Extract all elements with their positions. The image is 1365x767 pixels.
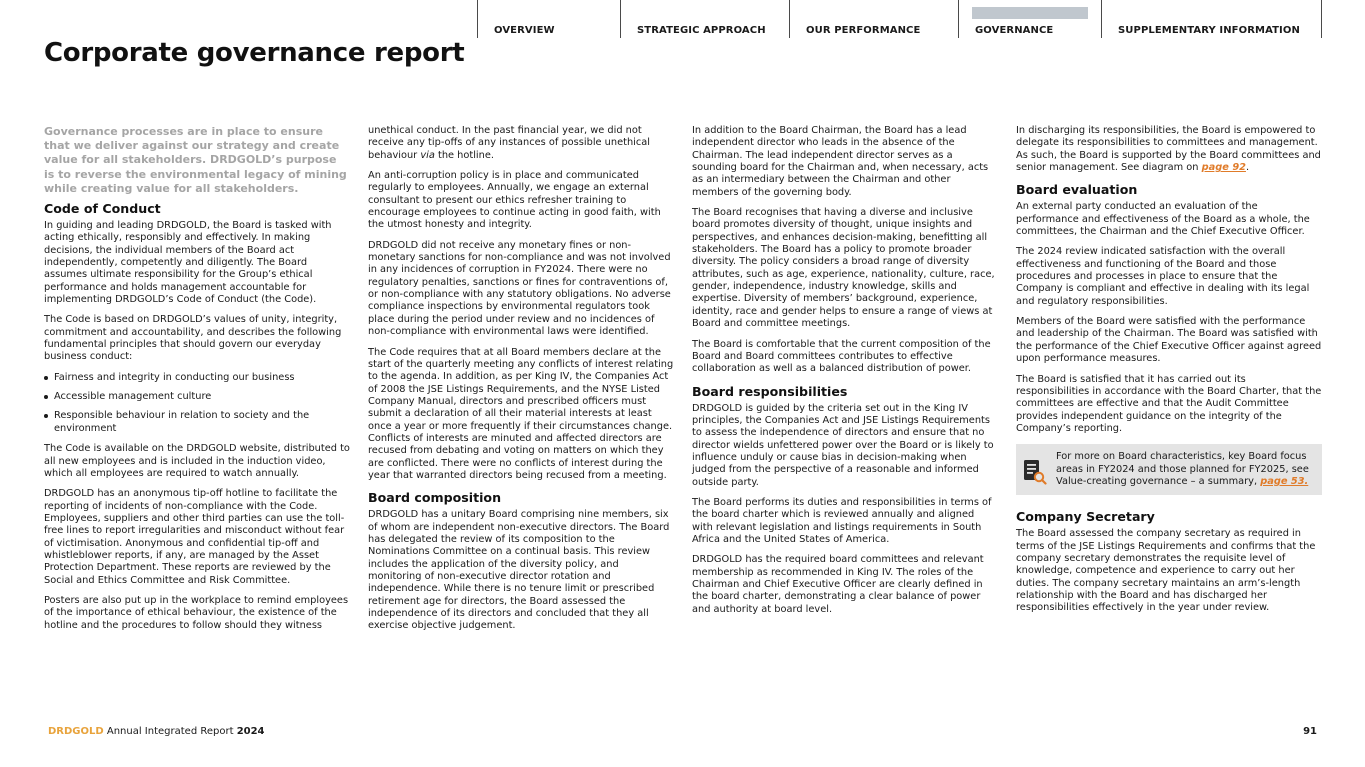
heading-board-responsibilities: Board responsibilities [692,383,848,399]
heading-board-composition: Board composition [368,490,502,506]
callout-text: For more on Board characteristics, key Board focus areas in FY2024 and those planned for FY2025, see Value-creating governance – a summary, [1056,451,1309,487]
document-search-icon [1023,459,1047,485]
paragraph: Posters are also put up in the workplace to remind employees of the importance of ethical behaviour, the existence of the hotline and the procedures to follow should they witness [44,594,349,631]
paragraph [1016,125,1322,174]
text: unethical conduct. In the past financial year, we did not receive any tip-offs of any instances of possible unethical behaviour [368,125,651,161]
page-92-link[interactable]: page 92 [1201,162,1246,174]
tab-supplementary-information[interactable] [1101,0,1322,38]
paragraph: The Board is satisfied that it has carried out its responsibilities in accordance with the Board Charter, that the committees are effective and that the Audit Committee provides independent guidance on the integrity of the Company’s reporting. [1016,373,1322,434]
heading-board-evaluation: Board evaluation [1016,182,1138,198]
paragraph: The Code is available on the DRDGOLD website, distributed to all new employees and is included in the induction video, which all employees are required to watch annually. [44,443,350,479]
heading-company-secretary: Company Secretary [1016,509,1155,525]
tab-governance-active-indicator [972,7,1088,19]
paragraph: DRDGOLD is guided by the criteria set out in the King IV principles, the Companies Act and JSE Listings Requirements to assess the independence of directors and ensure that no director wields unfettered power over the Board or is likely to influence unduly or cause bias in decision-making when judged from the perspective of a reasonable and informed outside party. [692,402,994,488]
heading-code-of-conduct: Code of Conduct [44,201,161,217]
tab-our-performance-label: OUR PERFORMANCE [806,25,921,36]
tab-our-performance[interactable] [789,0,959,38]
footer [48,726,265,737]
text: the hotline. [434,149,495,161]
principles-list [44,372,350,435]
tab-strategic-approach[interactable] [620,0,790,38]
paragraph: The Code requires that at all Board members declare at the start of the quarterly meeting any conflicts of interest relating to the agenda. In addition, as per King IV, the Companies Act of 2008 the JSE Listings Requirements, and the NYSE Listed Company Manual, directors and prescribed officers must submit a declaration of all their material interests at least once a year or more frequently if their circumstances change. Conflicts of interests are minuted and affected directors are recused from debating and voting on matters on which they are conflicted. There were no conflicts of interest during the year that warranted directors being recused from a meeting. [368,346,674,481]
paragraph: The Board performs its duties and responsibilities in terms of the board charter which is reviewed annually and aligned with relevant legislation and listings requirements in South Africa and the United States of America. [692,496,992,545]
list-item: Responsible behaviour in relation to society and the environment [44,410,350,435]
tab-strategic-approach-label: STRATEGIC APPROACH [637,25,766,36]
text: . [1245,162,1250,174]
tab-overview-label: OVERVIEW [494,25,555,36]
footer-brand: DRDGOLD [48,726,104,737]
page-number: 91 [1303,726,1317,737]
tab-supplementary-information-label: SUPPLEMENTARY INFORMATION [1118,25,1300,36]
paragraph: The Board is comfortable that the current composition of the Board and Board committees contributes to effective collaboration as well as a balanced distribution of power. [692,338,991,375]
paragraph: The Code is based on DRDGOLD’s values of unity, integrity, commitment and accountability, and describes the following fundamental principles that should govern our everyday business conduct: [44,314,342,363]
page-53-link[interactable]: page 53. [1260,475,1309,487]
tab-governance-label: GOVERNANCE [975,25,1054,36]
paragraph: An anti-corruption policy is in place and communicated regularly to employees. Annually, we engage an external consultant to present our ethics refresher training to encourage employees to continue acting in good faith, with the utmost honesty and integrity. [368,170,661,231]
list-item: Accessible management culture [44,391,350,403]
tab-governance[interactable] [958,0,1102,38]
paragraph: In addition to the Board Chairman, the Board has a lead independent director who leads in the absence of the Chairman. The lead independent director serves as a sounding board for the Chairman and, when necessary, acts as an intermediary between the Chairman and other members of the governing body. [692,125,989,198]
paragraph: DRDGOLD has a unitary Board comprising nine members, six of whom are independent non-executive directors. The Board has delegated the review of its composition to the Nominations Committee on a continual basis. This review includes the application of the diversity policy, and monitoring of non-executive director rotation and independence. While there is no tenure limit or prescribed retirement age for directors, the Board assessed the independence of its directors and concluded that they all exercise objective judgement. [368,509,670,632]
paragraph: DRDGOLD did not receive any monetary fines or non-monetary sanctions for non-compliance and was not involved in any incidences of corruption in FY2024. There were no regulatory penalties, sanctions or fines for contraventions of, or non-compliance with any statutory obligations. No adverse compliance inspections by environmental regulators took place during the period under review and no incidences of non-compliance with environmental laws were identified. [368,239,671,338]
list-item: Fairness and integrity in conducting our business [44,372,350,384]
footer-year: 2024 [236,726,265,737]
page-title: Corporate governance report [44,38,465,68]
paragraph: Members of the Board were satisfied with the performance and leadership of the Chairman. The Board was satisfied with the performance of the Chief Executive Officer against agreed upon performance measures. [1016,316,1322,365]
paragraph: An external party conducted an evaluation of the performance and effectiveness of the Board as a whole, the committees, the Chairman and the Chief Executive Officer. [1016,201,1310,238]
paragraph: DRDGOLD has the required board committees and relevant membership as recommended in King IV. The roles of the Chairman and Chief Executive Officer are clearly defined in the board charter, demonstrating a clear balance of power and authority at board level. [692,554,984,615]
paragraph: In guiding and leading DRDGOLD, the Board is tasked with acting ethically, responsibly and effectively. In making decisions, the individual members of the Board act independently, competently and diligently. The Board assumes ultimate responsibility for the Group’s ethical performance and holds management accountable for implementing DRDGOLD’s Code of Conduct (the Code). [44,220,332,306]
column-3 [692,125,998,624]
paragraph: The 2024 review indicated satisfaction with the overall effectiveness and functioning of the Board and those procedures and processes in place to ensure that the Company is compliant and effective in dealing with its legal and regulatory responsibilities. [1016,246,1310,307]
text: In discharging its responsibilities, the Board is empowered to delegate its responsibilities to committees and management. As such, the Board is supported by the Board committees and senior management. See diagram on [1016,125,1321,174]
tab-overview[interactable] [477,0,621,38]
nav-divider [1321,0,1322,38]
column-2 [368,125,674,641]
intro-paragraph: Governance processes are in place to ensure that we deliver against our strategy and create value for all stakeholders. DRDGOLD’s purpose is to reverse the environmental legacy of mining while creating value for all stakeholders. [44,125,347,195]
paragraph: The Board assessed the company secretary as required in terms of the JSE Listings Requirements and confirms that the company secretary demonstrates the requisite level of knowledge, competence and experience to carry out her duties. The company secretary maintains an arm’s-length relationship with the Board and has discharged her responsibilities effectively in the year under review. [1016,528,1316,614]
column-1 [44,125,350,640]
footer-report-name: Annual Integrated Report [103,726,237,737]
paragraph [368,125,674,162]
column-4 [1016,125,1322,623]
emphasis-text: via [420,149,435,161]
paragraph: The Board recognises that having a diverse and inclusive board promotes diversity of thought, unique insights and perspectives, and enhances decision-making, benefitting all stakeholders. The Board has a policy to promote broader diversity. The policy considers a broad range of diversity attributes, such as age, experience, nationality, culture, race, gender, independence, industry knowledge, skills and expertise. Diversity of members’ background, experience, identity, race and gender helps to ensure a range of views at Board and committee meetings. [692,207,995,330]
callout-box [1016,444,1322,495]
paragraph: DRDGOLD has an anonymous tip-off hotline to facilitate the reporting of incidents of non-compliance with the Code. Employees, suppliers and other third parties can use the toll-free lines to report irregularities and misconduct without fear of victimisation. Anonymous and confidential tip-off and whistleblower reports, if any, are managed by the Asset Protection Department. These reports are reviewed by the Social and Ethics Committee and Risk Committee. [44,488,345,586]
